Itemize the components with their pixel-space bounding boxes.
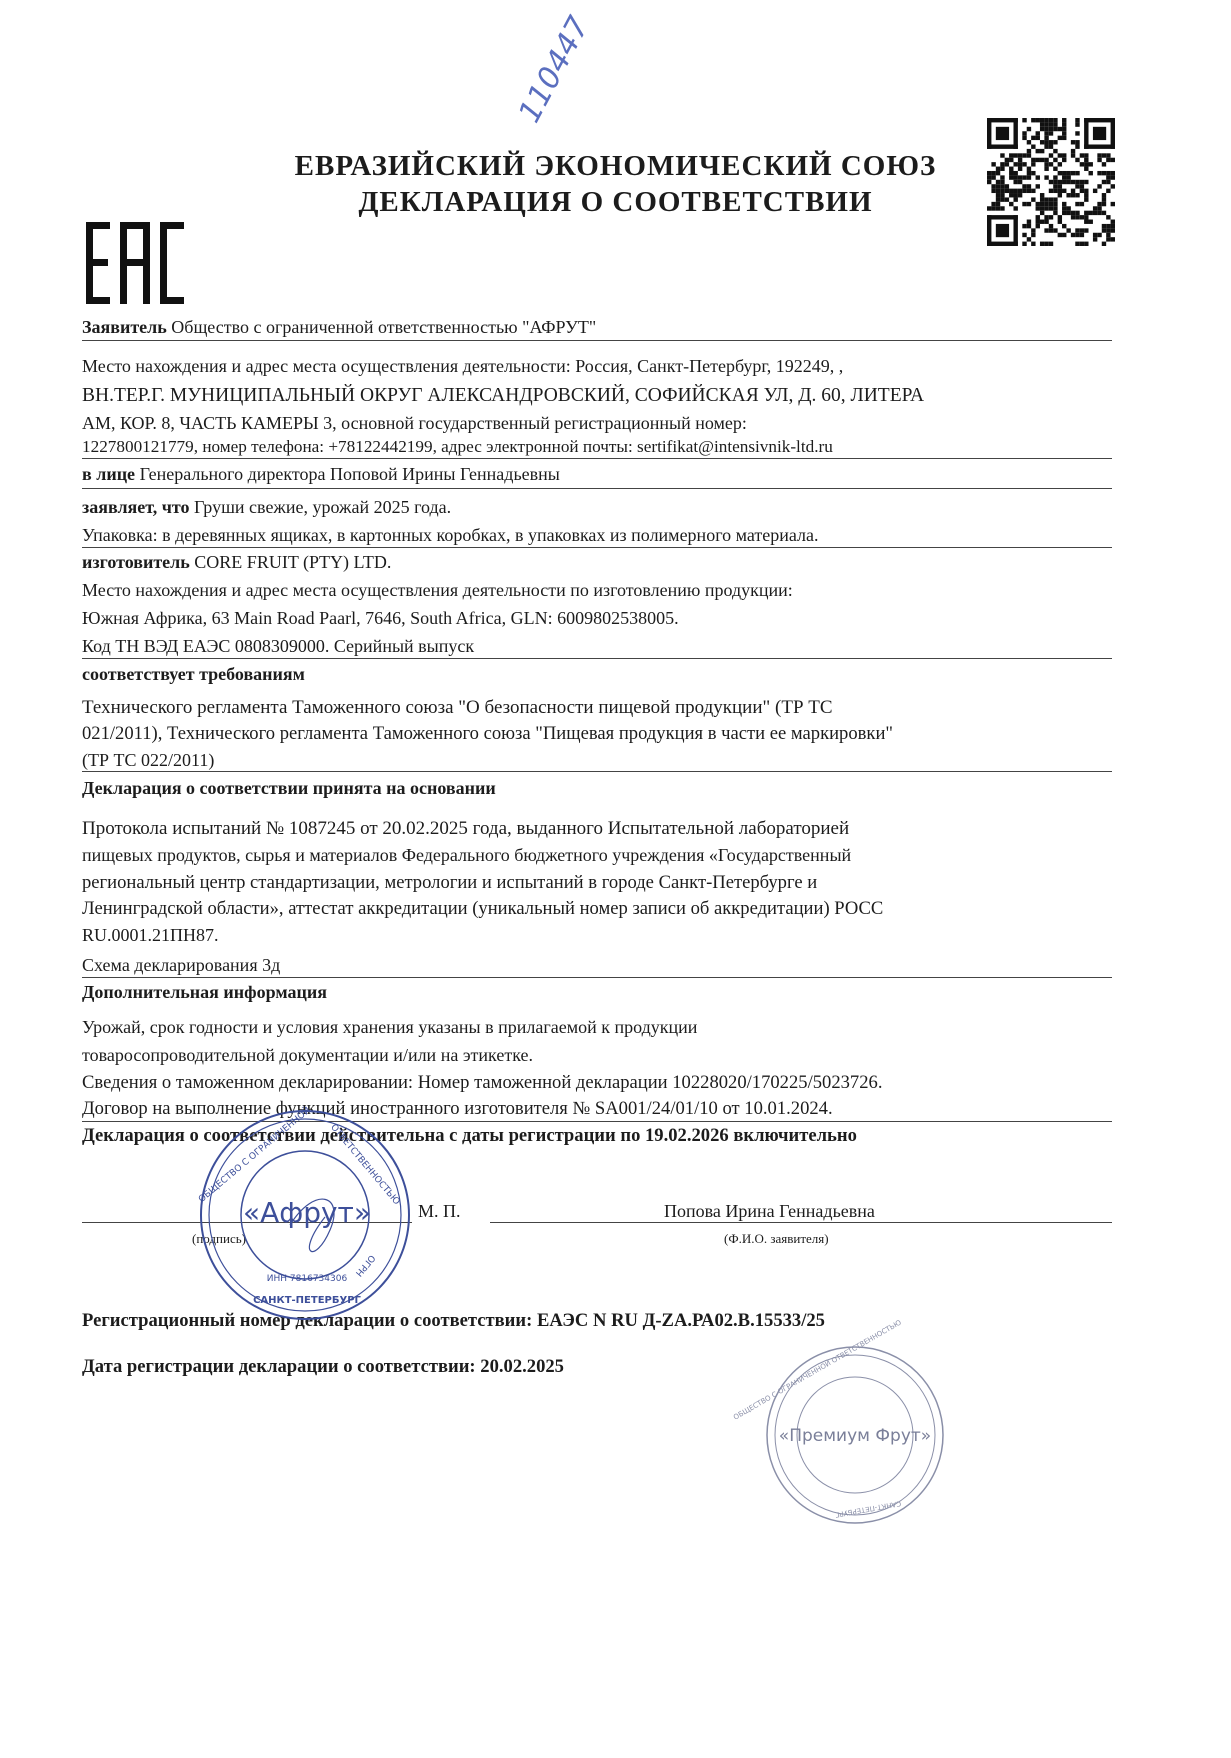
manufacturer-line-3: Код ТН ВЭД ЕАЭС 0808309000. Серийный выпуск xyxy=(82,636,475,656)
header-declaration: ДЕКЛАРАЦИЯ О СООТВЕТСТВИИ xyxy=(358,186,873,218)
additional-heading: Дополнительная информация xyxy=(82,982,327,1002)
applicant-address-4: 1227800121779, номер телефона: +78122442199, адрес электронной почты: sertifikat@intensivnik-ltd.ru xyxy=(82,437,833,456)
scheme-text: Схема декларирования 3д xyxy=(82,955,281,975)
additional-line-1: Урожай, срок годности и условия хранения указаны в прилагаемой к продукции xyxy=(82,1017,698,1037)
basis-heading: Декларация о соответствии принята на основании xyxy=(82,778,496,798)
signature-caption: (подпись) xyxy=(192,1231,246,1246)
applicant-address-1: Место нахождения и адрес места осуществления деятельности: Россия, Санкт-Петербург, 192249, , xyxy=(82,356,844,376)
registration-number-label: Регистрационный номер декларации о соответствии: xyxy=(82,1310,533,1331)
signer-name: Попова Ирина Геннадьевна xyxy=(664,1201,875,1221)
divider xyxy=(82,658,1112,659)
validity-text: Декларация о соответствии действительна с даты регистрации по 19.02.2026 включительно xyxy=(82,1125,857,1146)
stamp-place-label: М. П. xyxy=(418,1201,461,1221)
applicant-label: Заявитель xyxy=(82,317,167,337)
eac-logo-icon xyxy=(86,222,184,304)
packaging-text: Упаковка: в деревянных ящиках, в картонных коробках, в упаковках из полимерного материала. xyxy=(82,525,819,545)
divider xyxy=(82,547,1112,548)
premium-frut-stamp-icon xyxy=(732,1318,950,1530)
additional-line-4: Договор на выполнение функций иностранного изготовителя № SA001/24/01/10 от 10.01.2024. xyxy=(82,1098,833,1119)
svg-text:ОБЩЕСТВО С ОГРАНИЧЕННОЙ: ОБЩЕСТВО С ОГРАНИЧЕННОЙ xyxy=(196,1105,313,1205)
premium-frut-stamp-text: «Премиум Фрут» xyxy=(778,1426,932,1446)
afrut-stamp-city: САНКТ-ПЕТЕРБУРГ xyxy=(253,1295,361,1306)
applicant-address-3: АМ, КОР. 8, ЧАСТЬ КАМЕРЫ 3, основной государственный регистрационный номер: xyxy=(82,413,747,433)
requirements-line-3: (ТР ТС 022/2011) xyxy=(82,750,215,770)
divider xyxy=(82,340,1112,341)
divider xyxy=(82,977,1112,978)
svg-text:САНКТ-ПЕТЕРБУРГ: САНКТ-ПЕТЕРБУРГ xyxy=(834,1499,902,1519)
manufacturer-line-1: Место нахождения и адрес места осуществления деятельности по изготовлению продукции: xyxy=(82,580,793,600)
representative-label: в лице xyxy=(82,464,136,484)
declares-label: заявляет, что xyxy=(82,497,190,517)
manufacturer-row xyxy=(82,551,391,573)
requirements-line-2: 021/2011), Технического регламента Таможенного союза "Пищевая продукция в части ее маркировки" xyxy=(82,723,894,744)
applicant-value: Общество с ограниченной ответственностью "АФРУТ" xyxy=(171,317,597,337)
basis-line-2: пищевых продуктов, сырья и материалов Федерального бюджетного учреждения «Государственный xyxy=(82,845,852,865)
additional-line-3: Сведения о таможенном декларировании: Номер таможенной декларации 10228020/170225/5023726. xyxy=(82,1072,883,1093)
svg-text:ОТВЕТСТВЕННОСТЬЮ: ОТВЕТСТВЕННОСТЬЮ xyxy=(328,1122,402,1208)
afrut-stamp-icon xyxy=(195,1105,415,1325)
requirements-line-1: Технического регламента Таможенного союза "О безопасности пищевой продукции" (ТР ТС xyxy=(82,697,833,718)
applicant-address-2: ВН.ТЕР.Г. МУНИЦИПАЛЬНЫЙ ОКРУГ АЛЕКСАНДРОВСКИЙ, СОФИЙСКАЯ УЛ, Д. 60, ЛИТЕРА xyxy=(82,385,925,406)
svg-text:ОБЩЕСТВО С ОГРАНИЧЕННОЙ ОТВЕТС: ОБЩЕСТВО С ОГРАНИЧЕННОЙ ОТВЕТСТВЕННОСТЬЮ xyxy=(732,1318,903,1422)
divider xyxy=(82,488,1112,489)
qr-code-icon xyxy=(987,118,1115,246)
registration-date-value: 20.02.2025 xyxy=(480,1356,564,1377)
registration-number-row xyxy=(82,1310,825,1332)
header-union: ЕВРАЗИЙСКИЙ ЭКОНОМИЧЕСКИЙ СОЮЗ xyxy=(294,150,937,182)
manufacturer-label: изготовитель xyxy=(82,552,190,572)
representative-row xyxy=(82,463,560,485)
afrut-stamp-inn: ИНН 7816734306 xyxy=(266,1274,348,1284)
registration-date-label: Дата регистрации декларации о соответствии: xyxy=(82,1356,476,1377)
basis-line-4: Ленинградской области», аттестат аккредитации (уникальный номер записи об аккредитации) РОСС xyxy=(82,898,884,919)
requirements-heading: соответствует требованиям xyxy=(82,664,305,684)
declares-value: Груши свежие, урожай 2025 года. xyxy=(194,497,452,517)
registration-date-row xyxy=(82,1356,564,1378)
additional-line-2: товаросопроводительной документации и/или на этикетке. xyxy=(82,1045,533,1065)
basis-line-5: RU.0001.21ПН87. xyxy=(82,925,219,945)
declares-row xyxy=(82,496,451,518)
registration-number-value: ЕАЭС N RU Д-ZA.РА02.В.15533/25 xyxy=(536,1310,825,1331)
svg-text:ОГРН: ОГРН xyxy=(352,1252,377,1278)
handwritten-note: 110447 xyxy=(512,10,597,129)
afrut-stamp-text: «Афрут» xyxy=(242,1196,372,1229)
divider xyxy=(82,771,1112,772)
applicant-row xyxy=(82,316,596,338)
manufacturer-line-2: Южная Африка, 63 Main Road Paarl, 7646, South Africa, GLN: 6009802538005. xyxy=(82,608,679,628)
name-line xyxy=(490,1222,1112,1223)
divider xyxy=(82,458,1112,459)
basis-line-3: региональный центр стандартизации, метрологии и испытаний в городе Санкт-Петербурге и xyxy=(82,872,818,893)
representative-value: Генерального директора Поповой Ирины Геннадьевны xyxy=(139,464,560,484)
signer-name-caption: (Ф.И.О. заявителя) xyxy=(724,1231,829,1246)
basis-line-1: Протокола испытаний № 1087245 от 20.02.2025 года, выданного Испытательной лабораторией xyxy=(82,818,850,839)
manufacturer-value: CORE FRUIT (PTY) LTD. xyxy=(194,552,392,572)
